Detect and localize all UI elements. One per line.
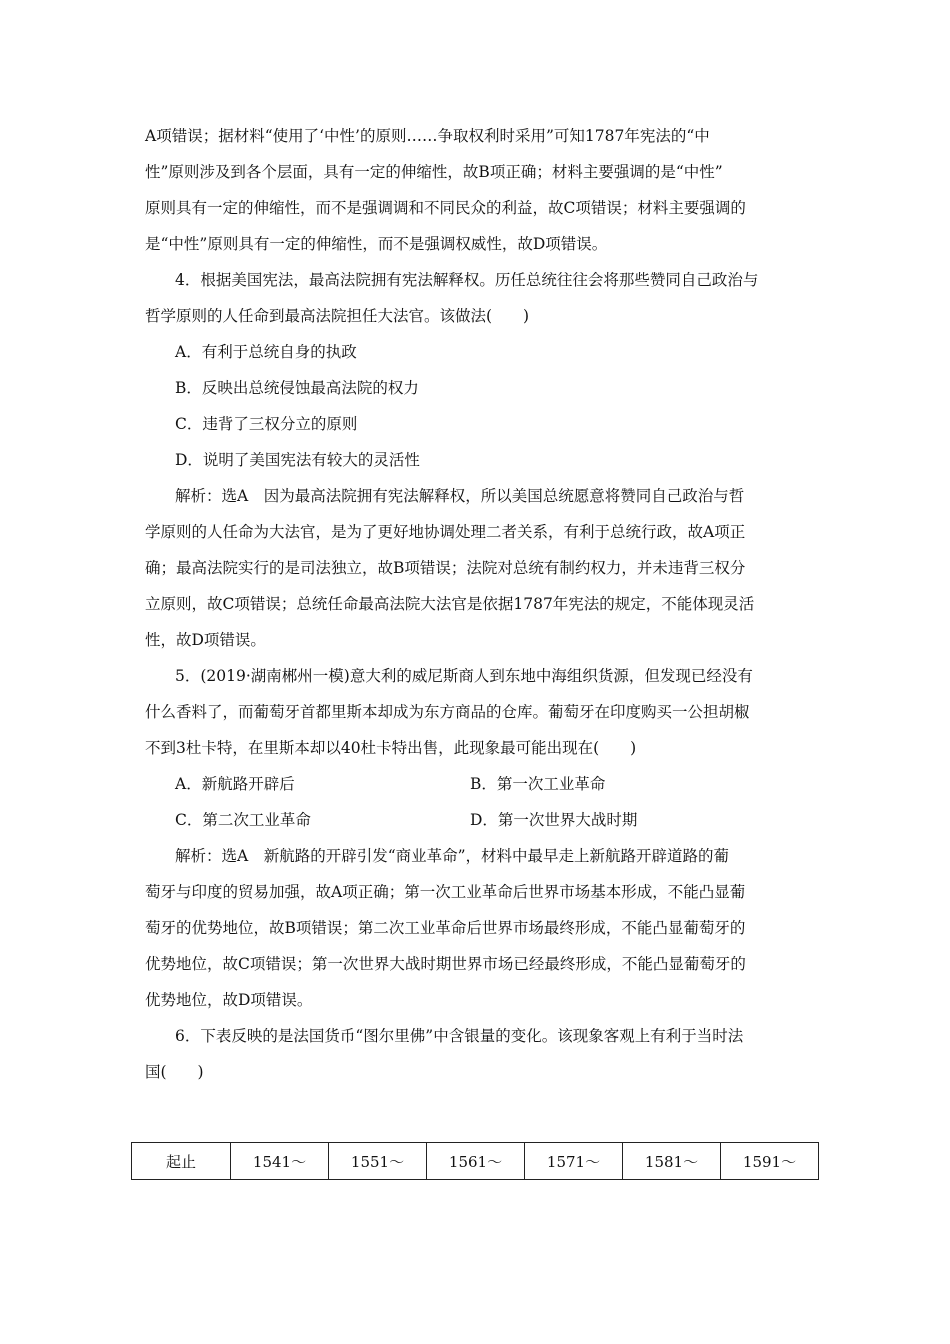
q5-analysis-line: 萄牙与印度的贸易加强，故A项正确；第一次工业革命后世界市场基本形成，不能凸显葡 [145, 883, 746, 901]
table-cell: 1571～ [525, 1143, 623, 1180]
table-cell: 起止 [132, 1143, 231, 1180]
table-cell: 1581～ [623, 1143, 721, 1180]
q5-option-d: D．第一次世界大战时期 [470, 811, 638, 829]
q5-analysis-line: 萄牙的优势地位，故B项错误；第二次工业革命后世界市场最终形成，不能凸显葡萄牙的 [145, 919, 746, 937]
q5-options-row [145, 802, 825, 838]
q4-analysis-line: 性，故D项错误。 [145, 631, 266, 649]
q5-stem-line: 不到3杜卡特，在里斯本却以40杜卡特出售，此现象最可能出现在( ) [145, 739, 637, 757]
q5-stem-line: 5．(2019·湖南郴州一模)意大利的威尼斯商人到东地中海组织货源，但发现已经没有 [175, 667, 753, 685]
q5-option-b: B．第一次工业革命 [470, 775, 606, 793]
q5-stem-line: 什么香料了，而葡萄牙首都里斯本却成为东方商品的仓库。葡萄牙在印度购买一公担胡椒 [145, 703, 750, 721]
document-body [145, 118, 825, 1090]
q3-analysis-line: A项错误；据材料“使用了‘中性’的原则……争取权利时采用”可知1787年宪法的“中 [145, 127, 710, 145]
table-cell: 1591～ [721, 1143, 819, 1180]
table-header-row [132, 1143, 819, 1180]
table-cell: 1541～ [231, 1143, 329, 1180]
q4-analysis-line: 解析：选A 因为最高法院拥有宪法解释权，所以美国总统愿意将赞同自己政治与哲 [175, 487, 745, 505]
q5-analysis-line: 优势地位，故C项错误；第一次世界大战时期世界市场已经最终形成，不能凸显葡萄牙的 [145, 955, 746, 973]
q4-analysis-line: 确；最高法院实行的是司法独立，故B项错误；法院对总统有制约权力，并未违背三权分 [145, 559, 746, 577]
q5-analysis-line: 解析：选A 新航路的开辟引发“商业革命”，材料中最早走上新航路开辟道路的葡 [175, 847, 730, 865]
q3-analysis-line: 是“中性”原则具有一定的伸缩性，而不是强调权威性，故D项错误。 [145, 235, 608, 253]
q4-option-a: A．有利于总统自身的执政 [175, 343, 357, 361]
q4-option-c: C．违背了三权分立的原则 [175, 415, 358, 433]
q6-stem-line: 国( ) [145, 1063, 204, 1081]
q4-analysis-line: 立原则，故C项错误；总统任命最高法院大法官是依据1787年宪法的规定，不能体现灵活 [145, 595, 755, 613]
q3-analysis-line: 性”原则涉及到各个层面，具有一定的伸缩性，故B项正确；材料主要强调的是“中性” [145, 163, 723, 181]
q5-option-a: A．新航路开辟后 [175, 775, 295, 793]
q4-option-d: D．说明了美国宪法有较大的灵活性 [175, 451, 420, 469]
q4-stem-line: 哲学原则的人任命到最高法院担任大法官。该做法( ) [145, 307, 530, 325]
q5-option-c: C．第二次工业革命 [175, 811, 311, 829]
table-cell: 1551～ [329, 1143, 427, 1180]
q5-options-row [145, 766, 825, 802]
q5-analysis-line: 优势地位，故D项错误。 [145, 991, 313, 1009]
q4-stem-line: 4．根据美国宪法，最高法院拥有宪法解释权。历任总统往往会将那些赞同自己政治与 [175, 271, 759, 289]
q6-stem-line: 6．下表反映的是法国货币“图尔里佛”中含银量的变化。该现象客观上有利于当时法 [175, 1027, 744, 1045]
q4-option-b: B．反映出总统侵蚀最高法院的权力 [175, 379, 419, 397]
table-cell: 1561～ [427, 1143, 525, 1180]
q4-analysis-line: 学原则的人任命为大法官，是为了更好地协调处理二者关系，有利于总统行政，故A项正 [145, 523, 746, 541]
silver-content-table [131, 1142, 819, 1180]
q3-analysis-line: 原则具有一定的伸缩性，而不是强调调和不同民众的利益，故C项错误；材料主要强调的 [145, 199, 746, 217]
